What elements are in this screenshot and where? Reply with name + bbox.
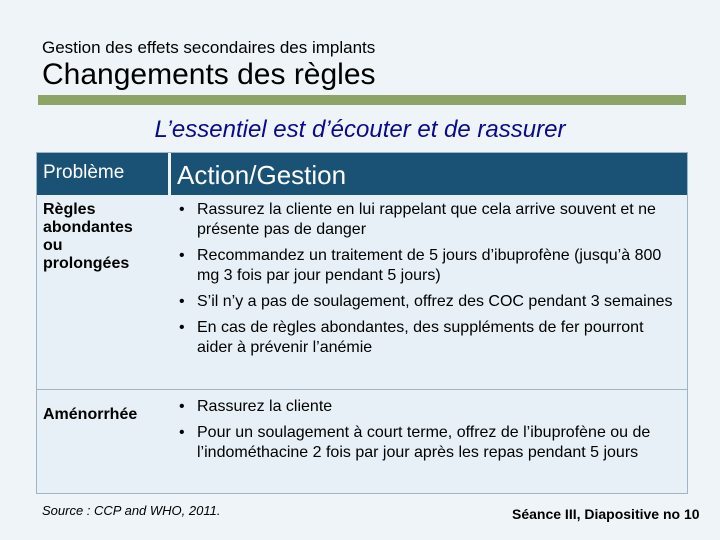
problem-line: Règles [43,201,96,218]
bullet-icon: • [179,247,185,264]
table-header [37,153,687,195]
slide-number: Séance III, Diapositive no 10 [512,506,700,522]
action-text: S’il n’y a pas de soulagement, offrez des COC pendant 3 semaines [197,293,673,310]
header-action: Action/Gestion [177,160,347,190]
list-item [175,200,675,240]
problem-line: ou [43,237,63,254]
action-text: En cas de règles abondantes, des suppléments de fer pourront aider à prévenir l’anémie [197,319,644,356]
slide-subtitle: L’essentiel est d’écouter et de rassurer [154,116,566,143]
actions-amenorrhea [175,397,675,469]
problem-amenorrhea: Aménorrhée [43,406,138,423]
source-citation: Source : CCP and WHO, 2011. [42,503,221,518]
action-text: Pour un soulagement à court terme, offrez de l’ibuprofène ou de l’indométhacine 2 fois par jour après les repas pendant 5 jours [197,424,651,461]
list-item [175,397,675,417]
header-column-divider [168,153,171,195]
list-item [175,292,675,312]
actions-heavy-periods [175,200,675,364]
action-text: Recommandez un traitement de 5 jours d’ibuprofène (jusqu’à 800 mg 3 fois par jour pendant 5 jours) [197,247,662,284]
list-item [175,318,675,358]
slide-supertitle: Gestion des effets secondaires des implants [42,38,376,57]
list-item [175,423,675,463]
header-problem: Problème [43,162,125,183]
slide-title: Changements des règles [42,58,376,91]
problem-line: prolongées [43,255,130,272]
bullet-icon: • [179,319,185,336]
bullet-icon: • [179,201,185,218]
bullet-icon: • [179,424,185,441]
row-divider [37,389,687,390]
action-text: Rassurez la cliente en lui rappelant que cela arrive souvent et ne présente pas de danger [197,201,656,238]
problem-heavy-periods [43,201,163,273]
bullet-icon: • [179,293,185,310]
action-text: Rassurez la cliente [197,398,333,415]
management-table [36,152,688,494]
problem-line: abondantes [43,219,133,236]
list-item [175,246,675,286]
bullet-icon: • [179,398,185,415]
title-divider [38,95,686,105]
